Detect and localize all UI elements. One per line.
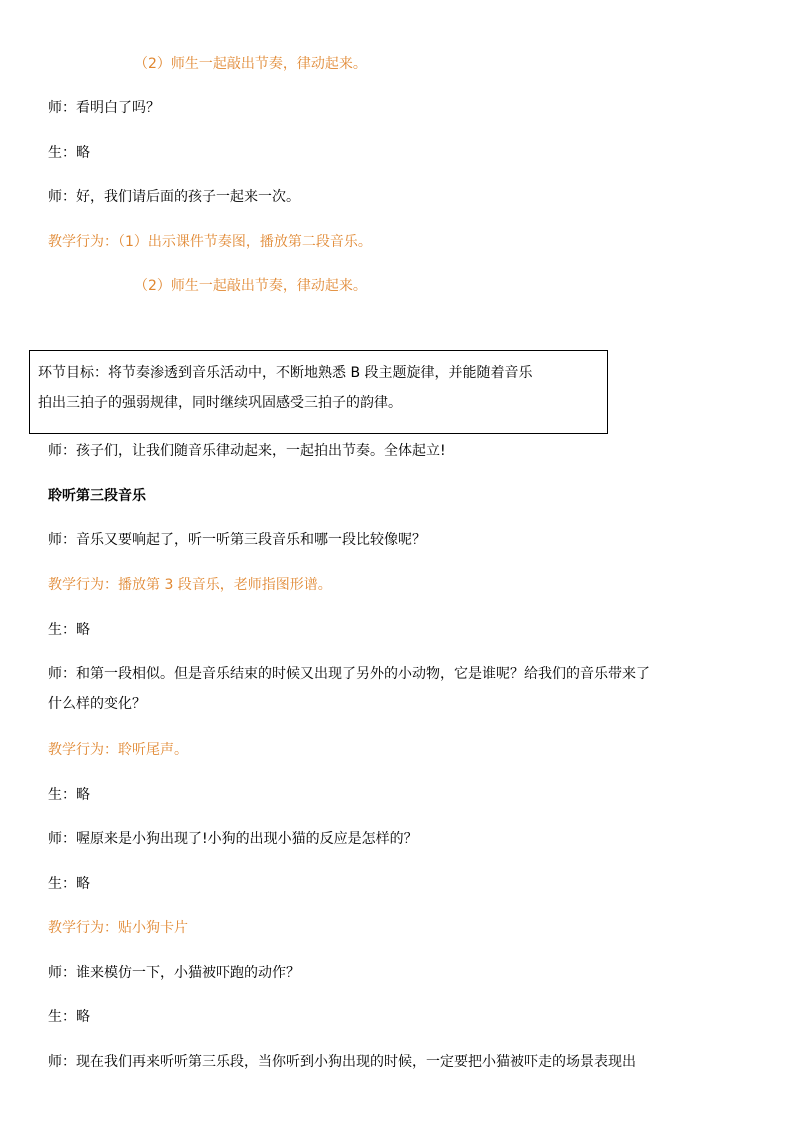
teaching-action-play-third: 教学行为：播放第 3 段音乐，老师指图形谱。	[48, 577, 332, 593]
teacher-line-listen-third: 师：音乐又要响起了，听一听第三段音乐和哪一段比较像呢？	[48, 532, 426, 548]
teacher-line-similar-first: 师：和第一段相似。但是音乐结束的时候又出现了另外的小动物，它是谁呢？给我们的音乐带来了	[48, 666, 650, 682]
teacher-line-imitate: 师：谁来模仿一下，小猫被吓跑的动作？	[48, 965, 300, 981]
teacher-line-stand-up: 师：孩子们，让我们随音乐律动起来，一起拍出节奏。全体起立!	[48, 443, 446, 459]
section-goal-box	[29, 350, 608, 434]
student-line-4: 生：略	[48, 876, 90, 892]
teacher-line-understand: 师：看明白了吗？	[48, 100, 160, 116]
section-heading-third-part: 聆听第三段音乐	[48, 488, 146, 504]
teacher-line-similar-first-cont: 什么样的变化？	[48, 696, 146, 712]
goal-text-line-1: 环节目标：将节奏渗透到音乐活动中，不断地熟悉 B 段主题旋律，并能随着音乐	[38, 365, 533, 381]
teacher-line-puppy-appears: 师：喔原来是小狗出现了!小狗的出现小猫的反应是怎样的？	[48, 831, 418, 847]
goal-text-line-2: 拍出三拍子的强弱规律，同时继续巩固感受三拍子的韵律。	[38, 395, 402, 411]
teacher-line-listen-again: 师：现在我们再来听听第三乐段，当你听到小狗出现的时候，一定要把小猫被吓走的场景表现出	[48, 1054, 636, 1070]
student-line-5: 生：略	[48, 1009, 90, 1025]
student-line-3: 生：略	[48, 787, 90, 803]
teaching-action-listen-coda: 教学行为：聆听尾声。	[48, 742, 188, 758]
teacher-line-back-row: 师：好，我们请后面的孩子一起来一次。	[48, 189, 300, 205]
teaching-step-clap-rhythm-2: （2）师生一起敲出节奏，律动起来。	[134, 278, 367, 294]
teaching-action-show-rhythm: 教学行为：（1）出示课件节奏图，播放第二段音乐。	[48, 234, 372, 250]
student-line: 生：略	[48, 145, 90, 161]
student-line-2: 生：略	[48, 622, 90, 638]
teaching-step-clap-rhythm: （2）师生一起敲出节奏，律动起来。	[134, 56, 367, 72]
teaching-action-puppy-card: 教学行为：贴小狗卡片	[48, 920, 188, 936]
